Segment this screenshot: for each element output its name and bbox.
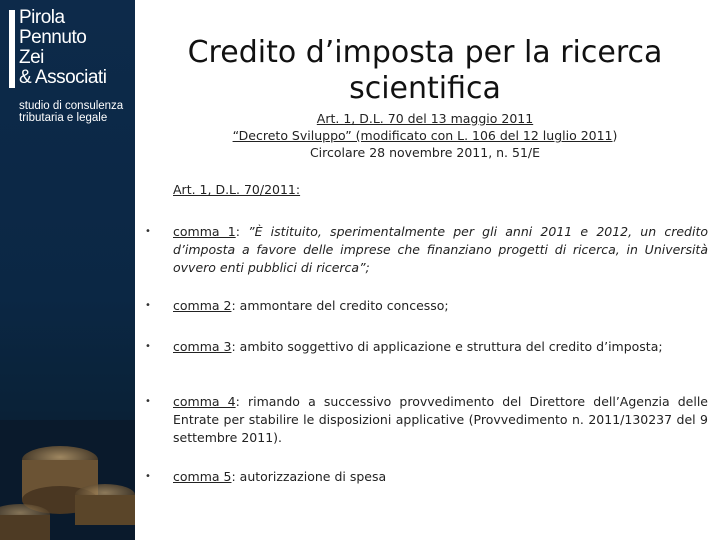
- item-text: ambito soggettivo di applicazione e struttura del credito d’imposta;: [239, 339, 663, 354]
- logo-line: & Associati: [19, 67, 107, 88]
- references: [140, 110, 710, 161]
- list-item: [145, 223, 708, 277]
- bullet: •: [145, 341, 151, 352]
- item-label: comma 4: [173, 394, 236, 409]
- item-label: comma 5: [173, 469, 232, 484]
- item-text: ammontare del credito concesso;: [239, 298, 449, 313]
- sidebar: [0, 0, 135, 540]
- item-text: ”È istituito, sperimentalmente per gli anni 2011 e 2012, un credito d’imposta a favore delle imprese che finanziano progetti di ricerca, in Università ovvero enti pubblici di ricerca”;: [173, 224, 709, 275]
- item-label: comma 1: [173, 224, 236, 239]
- list-item: [145, 338, 708, 356]
- logo-subtitle: [19, 100, 123, 124]
- reference-circular: Circolare 28 novembre 2011, n. 51/E: [309, 145, 541, 160]
- logo-line: Pirola: [19, 7, 65, 28]
- list-item: [145, 297, 708, 315]
- item-text: autorizzazione di spesa: [239, 469, 387, 484]
- bullet: •: [145, 396, 151, 407]
- item-sep: :: [231, 298, 240, 313]
- logo-subtitle-line: studio di consulenza: [19, 100, 124, 112]
- item-label: comma 3: [173, 339, 232, 354]
- reference-decree-close: ): [612, 128, 618, 143]
- slide-title: Credito d’imposta per la ricerca scientifica: [187, 35, 663, 106]
- list-item: [145, 393, 708, 447]
- logo-line: Pennuto: [19, 27, 87, 48]
- intro-heading: Art. 1, D.L. 70/2011:: [173, 182, 301, 197]
- logo-line: Zei: [19, 47, 44, 68]
- list-item: [145, 468, 708, 486]
- item-sep: :: [231, 469, 240, 484]
- reference-decree-link: “Decreto Sviluppo” (modificato con L. 106 del 12 luglio 2011: [232, 128, 613, 143]
- bullet: •: [145, 300, 151, 311]
- item-sep: :: [235, 224, 249, 239]
- bullet: •: [145, 226, 151, 237]
- logo-bar: [9, 10, 15, 88]
- logo-subtitle-line: tributaria e legale: [19, 112, 108, 124]
- logo-name: [19, 8, 106, 88]
- item-sep: :: [235, 394, 248, 409]
- item-label: comma 2: [173, 298, 232, 313]
- item-sep: :: [231, 339, 240, 354]
- reference-decree: [140, 127, 710, 144]
- coins-image: [0, 420, 135, 540]
- reference-law: Art. 1, D.L. 70 del 13 maggio 2011: [316, 111, 534, 126]
- item-text: rimando a successivo provvedimento del Direttore dell’Agenzia delle Entrate per stabilire le disposizioni applicative (Provvedimento n. 2011/130237 del 9 settembre 2011).: [173, 394, 708, 445]
- bullet: •: [145, 471, 151, 482]
